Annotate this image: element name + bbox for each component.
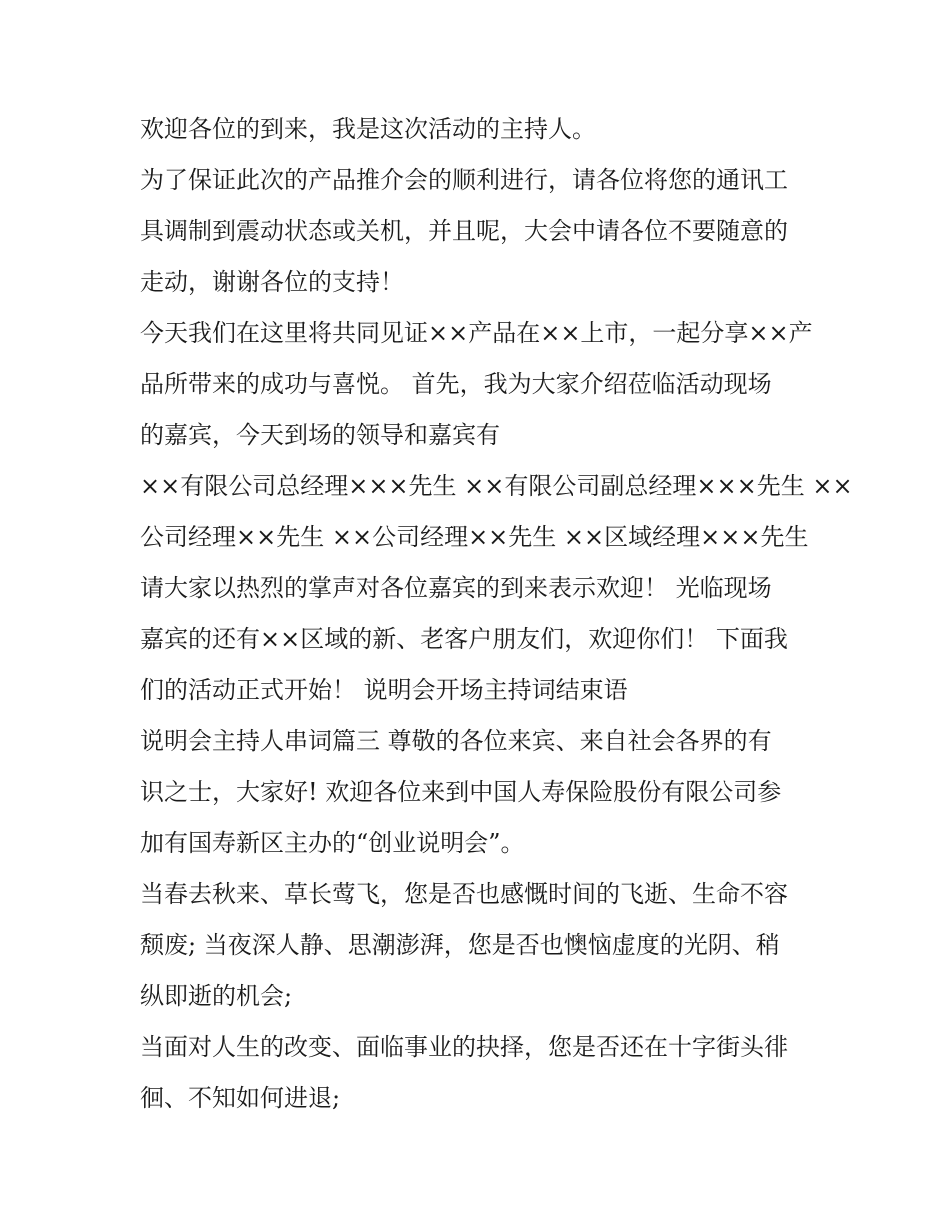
text-line: 品所带来的成功与喜悦。 首先，我为大家介绍莅临活动现场: [140, 370, 772, 398]
text-line: 识之士，大家好! 欢迎各位来到中国人寿保险股份有限公司参: [140, 778, 782, 806]
text-line: 具调制到震动状态或关机，并且呢，大会中请各位不要随意的: [140, 217, 788, 245]
text-line: 的嘉宾，今天到场的领导和嘉宾有: [140, 421, 500, 449]
text-line: 为了保证此次的产品推介会的顺利进行，请各位将您的通讯工: [140, 166, 788, 194]
text-line: 欢迎各位的到来，我是这次活动的主持人。: [140, 115, 596, 143]
text-line: 公司经理××先生 ××公司经理××先生 ××区域经理×××先生: [140, 523, 809, 551]
text-line: 请大家以热烈的掌声对各位嘉宾的到来表示欢迎！ 光临现场: [140, 574, 772, 602]
text-line: ××有限公司总经理×××先生 ××有限公司副总经理×××先生 ××: [140, 472, 853, 500]
text-line: 说明会主持人串词篇三 尊敬的各位来宾、来自社会各界的有: [140, 727, 772, 755]
text-line: 走动，谢谢各位的支持！: [140, 268, 404, 296]
text-line: 当春去秋来、草长莺飞，您是否也感慨时间的飞逝、生命不容: [140, 880, 788, 908]
text-line: 们的活动正式开始！ 说明会开场主持词结束语: [140, 676, 628, 704]
text-line: 纵即逝的机会;: [140, 982, 293, 1010]
document-body: [140, 104, 853, 1124]
text-line: 颓废; 当夜深人静、思潮澎湃，您是否也懊恼虚度的光阴、稍: [140, 931, 780, 959]
text-line: 加有国寿新区主办的“创业说明会”。: [140, 829, 525, 857]
text-line: 嘉宾的还有××区域的新、老客户朋友们，欢迎你们！ 下面我: [140, 625, 788, 653]
text-line: 徊、不知如何进退;: [140, 1084, 341, 1112]
text-line: 今天我们在这里将共同见证××产品在××上市，一起分享××产: [140, 319, 813, 347]
text-line: 当面对人生的改变、面临事业的抉择，您是否还在十字街头徘: [140, 1033, 788, 1061]
